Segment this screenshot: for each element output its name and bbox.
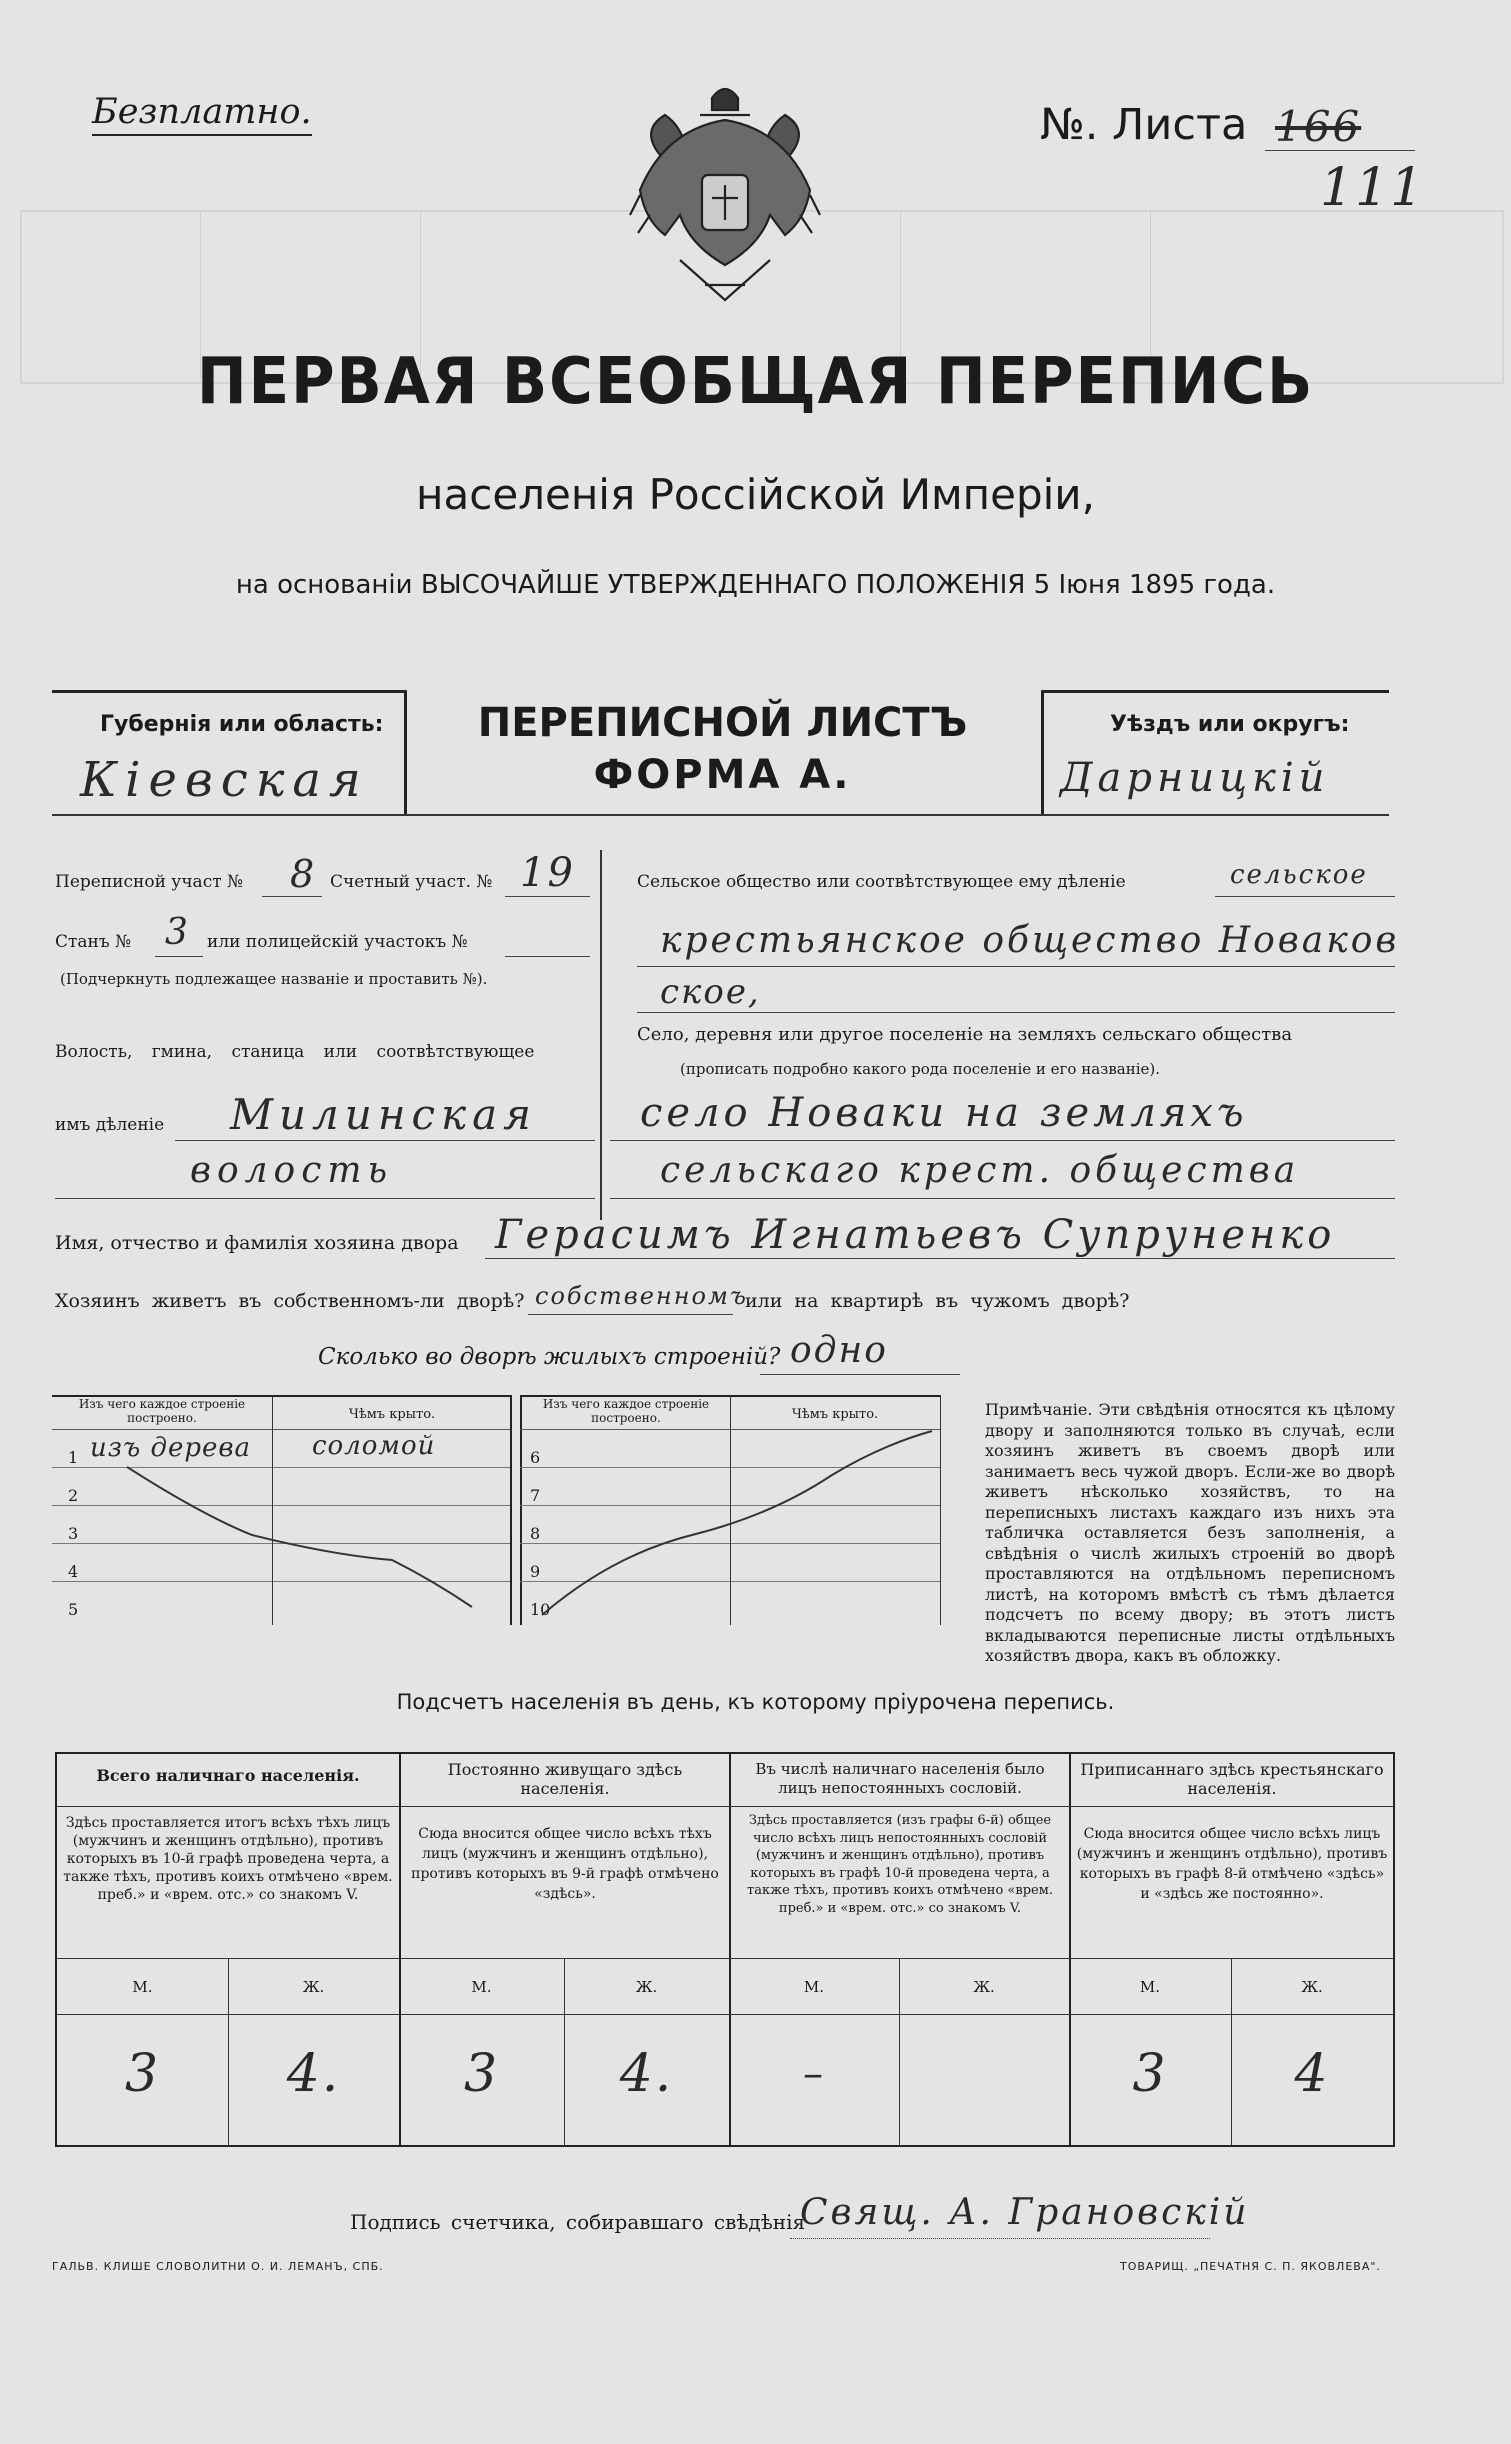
- sheet-number-handwritten: 111: [1320, 158, 1426, 218]
- permanent-f-value[interactable]: 4.: [619, 2044, 674, 2104]
- total-m-value[interactable]: 3: [124, 2044, 161, 2104]
- society-value-line3[interactable]: ское,: [660, 972, 761, 1012]
- col4-desc: Сюда вносится общее число всѣхъ лицъ (мужчинъ и женщинъ отдѣльно), противъ которыхъ въ графѣ 8-й отмѣчено «здѣсь» и «здѣсь же постоянно».: [1076, 1826, 1388, 1902]
- row-number: 5: [68, 1600, 79, 1619]
- col3-head: Въ числѣ наличнаго населенія было лицъ непостоянныхъ сословій.: [755, 1760, 1045, 1797]
- m-label: М.: [803, 1978, 825, 1996]
- row-number: 1: [68, 1448, 79, 1467]
- society-value-line2[interactable]: крестьянское общество Новаков: [660, 920, 1400, 961]
- form-box-top-right: [1041, 690, 1389, 693]
- population-title: Подсчетъ населенія въ день, къ которому пріурочена перепись.: [396, 1690, 1115, 1714]
- f-label: Ж.: [1301, 1978, 1323, 1996]
- volost-value-line2[interactable]: волость: [190, 1150, 394, 1191]
- row-number: 10: [530, 1600, 551, 1619]
- strike-line: [52, 1395, 942, 1625]
- sheet-number-label: №. Листа: [1040, 100, 1248, 150]
- subtitle: населенія Россійской Имперіи,: [416, 470, 1095, 519]
- col2-head: Постоянно живущаго здѣсь населенія.: [447, 1760, 683, 1798]
- col4-head: Приписаннаго здѣсь крестьянскаго населенія.: [1080, 1760, 1384, 1798]
- stan-value[interactable]: 3: [165, 912, 190, 953]
- permanent-m-value[interactable]: 3: [463, 2044, 500, 2104]
- row-number: 3: [68, 1524, 79, 1543]
- f-label: Ж.: [302, 1978, 325, 1996]
- row-number: 2: [68, 1486, 79, 1505]
- society-value-line1[interactable]: сельское: [1230, 860, 1368, 890]
- division-label: имъ дѣленіе: [55, 1115, 165, 1135]
- total-f-value[interactable]: 4.: [286, 2044, 341, 2104]
- row1-roof-value[interactable]: соломой: [312, 1431, 436, 1461]
- form-box-bottom: [52, 814, 1389, 816]
- form-title-line1: ПЕРЕПИСНОЙ ЛИСТЪ: [477, 700, 968, 746]
- sheet-number-crossed: 166: [1275, 102, 1362, 151]
- census-area-value[interactable]: 8: [290, 852, 317, 896]
- col2-desc: Сюда вносится общее число всѣхъ тѣхъ лицъ (мужчинъ и женщинъ отдѣльно), противъ которыхъ въ 9-й графѣ отмѣчено «здѣсь».: [411, 1826, 719, 1902]
- row-number: 4: [68, 1562, 79, 1581]
- police-label: или полицейскій участокъ №: [207, 932, 468, 952]
- col-material-header: Изъ чего каждое строеніе построено.: [78, 1397, 246, 1425]
- buildings-note: Примѣчаніе. Эти свѣдѣнія относятся къ цѣлому двору и заполняются только въ случаѣ, если хозяинъ живетъ въ своемъ дворѣ или занимаетъ весь чужой дворъ. Если-же во дворѣ живетъ нѣсколько хозяйствъ, то на переписныхъ листахъ каждаго изъ нихъ эта табличка оставляется безъ заполненія, а свѣдѣнія о числѣ жилыхъ строеній во дворѣ проставляются на отдѣльномъ переписномъ листѣ, на которомъ вмѣстѣ съ тѣмъ дѣлается подсчетъ по всему двору; въ этотъ листъ вкладываются переписные листы отдѣльныхъ хозяйствъ двора, какъ въ обложку.: [985, 1400, 1395, 1665]
- free-label: Безплатно.: [92, 92, 312, 136]
- nonpermanent-m-value[interactable]: –: [803, 2051, 825, 2097]
- double-headed-eagle-icon: [620, 80, 830, 320]
- uezd-label: Уѣздъ или округъ:: [1110, 712, 1350, 737]
- count-area-value[interactable]: 19: [520, 850, 575, 896]
- volost-label: Волость, гмина, станица или соотвѣтствующее: [55, 1042, 535, 1062]
- peasant-f-value[interactable]: 4: [1294, 2044, 1330, 2104]
- f-label: Ж.: [973, 1978, 995, 1996]
- m-label: М.: [132, 1978, 153, 1996]
- row-number: 9: [530, 1562, 541, 1581]
- buildings-label: Сколько во дворѣ жилыхъ строеній?: [318, 1344, 781, 1370]
- col-material-header-right: Изъ чего каждое строеніе построено.: [542, 1397, 710, 1425]
- signature-value[interactable]: Свящ. А. Грановскій: [800, 2192, 1250, 2233]
- col1-head: Всего наличнаго населенія.: [96, 1766, 360, 1785]
- census-area-label: Переписной участ №: [55, 872, 244, 892]
- main-title: ПЕРВАЯ ВСЕОБЩАЯ ПЕРЕПИСЬ: [196, 345, 1315, 419]
- owner-name-label: Имя, отчество и фамилія хозяина двора: [55, 1232, 459, 1254]
- form-box-right-divider: [1041, 690, 1044, 816]
- peasant-m-value[interactable]: 3: [1132, 2044, 1168, 2104]
- uezd-value[interactable]: Дарницкій: [1060, 755, 1330, 801]
- row-number: 8: [530, 1524, 541, 1543]
- owner-lives-value[interactable]: собственномъ: [535, 1282, 748, 1310]
- form-title-line2: ФОРМА А.: [593, 752, 852, 798]
- village-value-line1[interactable]: село Новаки на земляхъ: [640, 1090, 1248, 1136]
- gubernia-value[interactable]: Кіевская: [80, 752, 369, 808]
- row1-material-value[interactable]: изъ дерева: [90, 1433, 252, 1463]
- owner-lives-label-2: или на квартирѣ въ чужомъ дворѣ?: [745, 1290, 1130, 1312]
- m-label: М.: [1139, 1978, 1161, 1996]
- owner-name-value[interactable]: Герасимъ Игнатьевъ Супруненко: [495, 1212, 1336, 1258]
- population-table: [55, 1752, 1395, 2147]
- village-label: Село, деревня или другое поселеніе на земляхъ сельскаго общества: [637, 1024, 1293, 1045]
- col3-desc: Здѣсь проставляется (изъ графы 6-й) общее число всѣхъ лицъ непостоянныхъ сословій (мужчинъ и женщинъ отдѣльно), противъ которыхъ въ графѣ 10-й проведена черта, а также тѣхъ, противъ коихъ отмѣчено «врем. преб.» и «врем. отс.» со знакомъ V.: [747, 1813, 1053, 1916]
- fields-divider: [600, 850, 602, 1220]
- col-roof-header-right: Чѣмъ крыто.: [791, 1407, 879, 1422]
- printer-left: ГАЛЬВ. КЛИШЕ СЛОВОЛИТНИ О. И. ЛЕМАНЪ, СПБ.: [52, 2260, 384, 2273]
- row-number: 6: [530, 1448, 541, 1467]
- f-label: Ж.: [635, 1978, 658, 1996]
- underline-hint: (Подчеркнуть подлежащее названіе и проставить №).: [60, 970, 488, 988]
- signature-label: Подпись счетчика, собиравшаго свѣдѣнія: [350, 2210, 806, 2234]
- count-area-label: Счетный участ. №: [330, 872, 493, 892]
- col-roof-header: Чѣмъ крыто.: [348, 1407, 436, 1422]
- stan-label: Станъ №: [55, 932, 132, 952]
- row-number: 7: [530, 1486, 541, 1505]
- village-value-line2[interactable]: сельскаго крест. общества: [660, 1150, 1300, 1191]
- form-box-top-left: [52, 690, 404, 693]
- owner-lives-label-1: Хозяинъ живетъ въ собственномъ-ли дворѣ?: [55, 1290, 525, 1312]
- buildings-value[interactable]: одно: [790, 1330, 888, 1371]
- gubernia-label: Губернія или область:: [100, 712, 384, 737]
- m-label: М.: [471, 1978, 492, 1996]
- col1-desc: Здѣсь проставляется итогъ всѣхъ тѣхъ лицъ (мужчинъ и женщинъ отдѣльно), противъ которыхъ въ 10-й графѣ проведена черта, а также тѣхъ, противъ коихъ отмѣчено «врем. преб.» и «врем. отс.» со знакомъ V.: [63, 1815, 393, 1903]
- sheet-number-underline: [1265, 150, 1415, 151]
- society-label: Сельское общество или соотвѣтствующее ему дѣленіе: [637, 872, 1126, 892]
- village-hint: (прописать подробно какого рода поселеніе и его названіе).: [680, 1060, 1160, 1078]
- basis-line: на основаніи ВЫСОЧАЙШЕ УТВЕРЖДЕННАГО ПОЛОЖЕНІЯ 5 Іюня 1895 года.: [235, 570, 1276, 600]
- volost-value-line1[interactable]: Милинская: [230, 1090, 537, 1139]
- printer-right: ТОВАРИЩ. „ПЕЧАТНЯ С. П. ЯКОВЛЕВА".: [1120, 2260, 1381, 2273]
